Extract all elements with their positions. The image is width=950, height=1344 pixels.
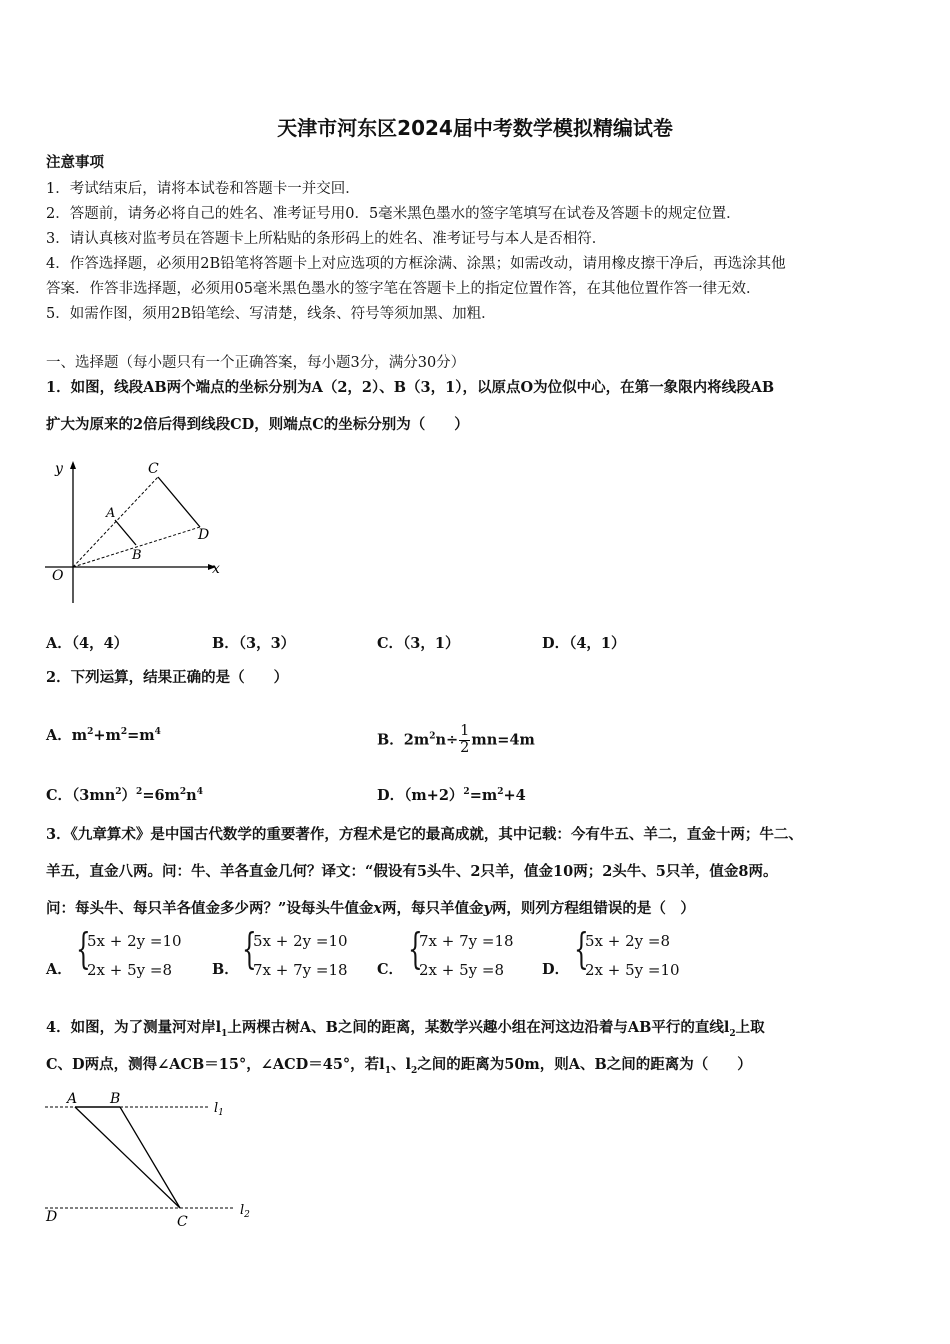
label-c: C: [177, 1214, 188, 1230]
label-a: A: [67, 1091, 78, 1107]
q3-option-c-system[interactable]: { 7x + 7y =18 2x + 5y =8: [408, 924, 514, 979]
line-oc: [73, 477, 158, 567]
segment-bc: [120, 1107, 180, 1208]
label-b: B: [110, 1091, 121, 1107]
page-title: 天津市河东区2024届中考数学模拟精编试卷: [277, 116, 673, 140]
q3-option-a-system[interactable]: { 5x + 2y =10 2x + 5y =8: [76, 924, 182, 979]
label-x: x: [212, 561, 220, 577]
q2-stem: 2．下列运算，结果正确的是（ ）: [46, 669, 289, 686]
label-o: O: [52, 568, 64, 584]
q2-option-a[interactable]: A．$m^2+m^2=m^4$: [46, 727, 161, 744]
y-axis-arrow: [70, 461, 76, 469]
q3-line-3: 问：每头牛、每只羊各值金多少两？”设每头牛值金x两，每只羊值金y两，则列方程组错误的是（ ）: [46, 900, 695, 917]
notice-item-2: 2．答题前，请务必将自己的姓名、准考证号用0．5毫米黑色墨水的签字笔填写在试卷及答题卡的规定位置．: [46, 206, 741, 222]
q3-option-d-label[interactable]: D．: [542, 961, 570, 978]
q4-line-1: 4．如图，为了测量河对岸$l_1$上两棵古树A、B之间的距离，某数学兴趣小组在河这边沿着与AB平行的直线$l_2$上取: [46, 1019, 765, 1039]
q3-line-2: 羊五，直金八两。问：牛、羊各直金几何？译文：“假设有5头牛、2只羊，值金10两；2头牛、5只羊，值金8两。: [46, 863, 778, 880]
notice-item-4: 4．作答选择题，必须用2B铅笔将答题卡上对应选项的方框涂满、涂黑；如需改动，请用橡皮擦干净后，再选涂其他: [46, 256, 786, 272]
q3-option-b-label[interactable]: B．: [212, 961, 239, 978]
q2-option-d[interactable]: D．$(m+2)^2=m^2+4$: [377, 787, 526, 804]
q1-option-b[interactable]: B．（3，3）: [212, 635, 296, 652]
label-l1: $l_1$: [214, 1101, 224, 1118]
segment-ab: [115, 520, 136, 545]
fraction-half: $\frac{1}{2}$: [460, 723, 470, 756]
section-heading: 一、选择题（每小题只有一个正确答案，每小题3分，满分30分）: [46, 355, 466, 371]
notice-heading: 注意事项: [46, 154, 104, 171]
q1-line-1: 1．如图，线段AB两个端点的坐标分别为A（2，2）、B（3，1），以原点O为位似中心，在第一象限内将线段AB: [46, 379, 775, 396]
q4-figure: [40, 1088, 270, 1233]
notice-item-1: 1．考试结束后，请将本试卷和答题卡一并交回．: [46, 181, 360, 197]
q3-option-d-system[interactable]: { 5x + 2y =8 2x + 5y =10: [574, 924, 680, 979]
q3-option-c-label[interactable]: C．: [377, 961, 404, 978]
q1-figure: [40, 455, 230, 605]
q1-option-d[interactable]: D．（4，1）: [542, 635, 626, 652]
label-y: y: [55, 461, 63, 477]
q4-line-2: C、D两点，测得∠ACB＝15°，∠ACD＝45°，若$l_1$、$l_2$之间的距离为50m，则A、B之间的距离为（ ）: [46, 1056, 752, 1076]
notice-item-3: 3．请认真核对监考员在答题卡上所粘贴的条形码上的姓名、准考证号与本人是否相符．: [46, 231, 607, 247]
segment-ac: [75, 1107, 180, 1208]
label-c: C: [148, 461, 159, 477]
segment-cd: [158, 477, 200, 527]
q3-option-b-system[interactable]: { 5x + 2y =10 7x + 7y =18: [242, 924, 348, 979]
q2-option-c[interactable]: C．$(3mn^2)^2=6m^2n^4$: [46, 787, 203, 804]
label-d: D: [198, 527, 210, 543]
label-a: A: [106, 506, 116, 521]
q1-line-2: 扩大为原来的2倍后得到线段CD，则端点C的坐标分别为（ ）: [46, 416, 469, 433]
q1-option-c[interactable]: C．（3，1）: [377, 635, 460, 652]
q2-option-b[interactable]: B．$2m^2n\div$ $\frac{1}{2}$ mn=4m: [377, 723, 535, 756]
label-d: D: [46, 1209, 58, 1225]
q1-option-a[interactable]: A．（4，4）: [46, 635, 129, 652]
notice-item-4-cont: 答案．作答非选择题，必须用05毫米黑色墨水的签字笔在答题卡上的指定位置作答，在其他位置作答一律无效．: [46, 281, 761, 297]
notice-item-5: 5．如需作图，须用2B铅笔绘、写清楚，线条、符号等须加黑、加粗．: [46, 306, 496, 322]
label-l2: $l_2$: [240, 1203, 250, 1220]
q3-option-a-label[interactable]: A．: [46, 961, 72, 978]
label-b: B: [132, 548, 142, 563]
q3-line-1: 3．《九章算术》是中国古代数学的重要著作，方程术是它的最高成就，其中记载：今有牛五、羊二，直金十两；牛二、: [46, 826, 803, 843]
